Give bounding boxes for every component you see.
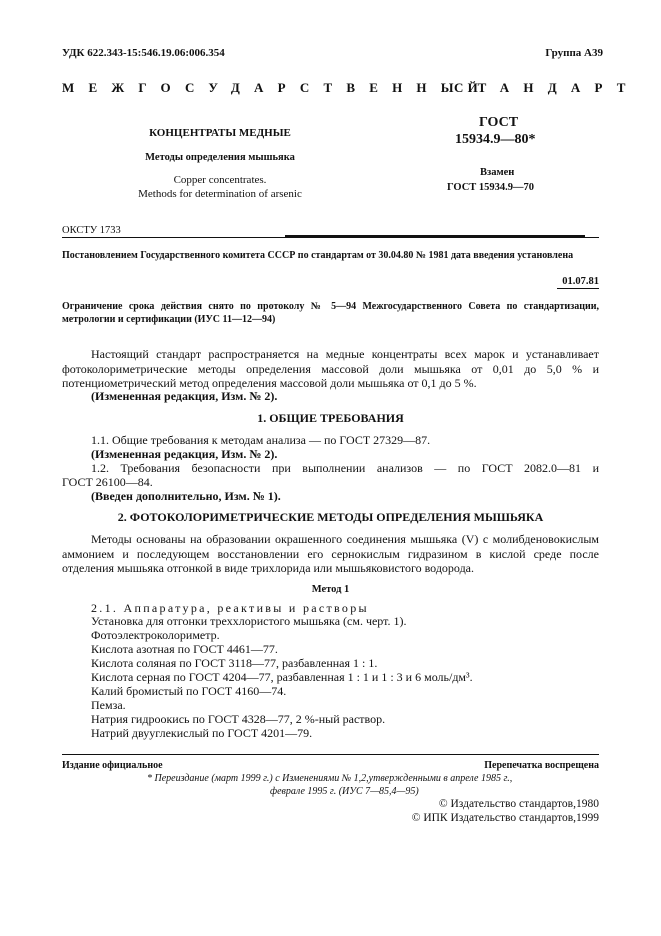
section-1-heading: 1. ОБЩИЕ ТРЕБОВАНИЯ [257, 411, 404, 425]
list-item: Кислота серная по ГОСТ 4204—77, разбавленная 1 : 1 и 1 : 3 и 6 моль/дм³. [91, 670, 473, 684]
list-item: Калий бромистый по ГОСТ 4160—74. [91, 684, 287, 698]
udk-code: УДК 622.343-15:546.19.06:006.354 [62, 47, 225, 59]
copyright-1980: © Издательство стандартов,1980 [438, 798, 599, 810]
document-title: КОНЦЕНТРАТЫ МЕДНЫЕ [149, 127, 291, 139]
section-1-note-1: (Измененная редакция, Изм. № 2). [91, 447, 278, 461]
introduction-date: 01.07.81 [562, 276, 599, 287]
section-2-paragraph: Методы основаны на образовании окрашенного соединения мышьяка (V) с молибденовокислым аммонием и последующем восстановлении его сернокислым гидразином в кислой среде после отделения мышьяка отгонкой в виде трихлорида или мышьяковистого водорода. [62, 532, 599, 575]
intro-paragraph: Настоящий стандарт распространяется на медные концентраты всех марок и устанавливает фотоколориметрические методы определения массовой доли мышьяка от 0,01 до 5,0 % и потенциометрический метод определения массовой доли мышьяка от 0,1 до 5 %. [62, 347, 599, 390]
copyright-1999: © ИПК Издательство стандартов,1999 [411, 812, 599, 824]
replaces-label: Взамен [480, 167, 515, 178]
okstu-code: ОКСТУ 1733 [62, 225, 121, 236]
footer-divider [62, 754, 599, 755]
decree-text: Постановлением Государственного комитета СССР по стандартам от 30.04.80 № 1981 дата введения установлена [62, 250, 574, 261]
header-divider-thick [285, 235, 585, 238]
equipment-subheading: 2.1. Аппаратура, реактивы и растворы [91, 601, 369, 615]
method-1-heading: Метод 1 [311, 584, 350, 595]
banner-left: МЕЖГОСУДАРСТВЕННЫЙ [62, 80, 492, 95]
reprint-notice: Перепечатка воспрещена [484, 760, 599, 771]
document-subtitle: Методы определения мышьяка [145, 152, 295, 163]
group-code: Группа А39 [545, 47, 603, 59]
section-1-paragraph-2: 1.2. Требования безопасности при выполнении анализов — по ГОСТ 2082.0—81 и [91, 461, 599, 475]
section-1-paragraph-1: 1.1. Общие требования к методам анализа — по ГОСТ 27329—87. [91, 433, 431, 447]
list-item: Натрия гидроокись по ГОСТ 4328—77, 2 %-ный раствор. [91, 712, 386, 726]
gost-number: 15934.9—80* [455, 132, 536, 147]
list-item: Кислота азотная по ГОСТ 4461—77. [91, 642, 278, 656]
replaces-number: ГОСТ 15934.9—70 [447, 182, 535, 193]
footnote-line-1: * Переиздание (март 1999 г.) с Изменениями № 1,2,утвержденными в апреле 1985 г., [147, 773, 513, 784]
date-underline [557, 288, 599, 289]
list-item: Фотоэлектроколориметр. [91, 628, 220, 642]
gost-label: ГОСТ [479, 115, 519, 130]
section-1-paragraph-2-cont: ГОСТ 26100—84. [62, 475, 153, 489]
list-item: Натрий двууглекислый по ГОСТ 4201—79. [91, 726, 313, 740]
official-edition-label: Издание официальное [62, 760, 163, 771]
banner-right: СТАНДАРТ [454, 80, 640, 95]
section-2-heading: 2. ФОТОКОЛОРИМЕТРИЧЕСКИЕ МЕТОДЫ ОПРЕДЕЛЕНИЯ МЫШЬЯКА [117, 510, 544, 524]
english-subtitle: Methods for determination of arsenic [138, 188, 302, 200]
list-item: Кислота соляная по ГОСТ 3118—77, разбавленная 1 : 1. [91, 656, 378, 670]
intro-edition-note: (Измененная редакция, Изм. № 2). [91, 389, 278, 403]
footnote-line-2: феврале 1995 г. (ИУС 7—85,4—95) [270, 786, 419, 797]
section-1-note-2: (Введен дополнительно, Изм. № 1). [91, 489, 281, 503]
english-title: Copper concentrates. [173, 174, 267, 186]
list-item: Установка для отгонки треххлористого мышьяка (см. черт. 1). [91, 614, 407, 628]
list-item: Пемза. [91, 698, 126, 712]
limitation-note: Ограничение срока действия снято по протоколу № 5—94 Межгосударственного Совета по стандартизации, метрологии и сертификации (ИУС 11—12—94) [62, 301, 599, 325]
